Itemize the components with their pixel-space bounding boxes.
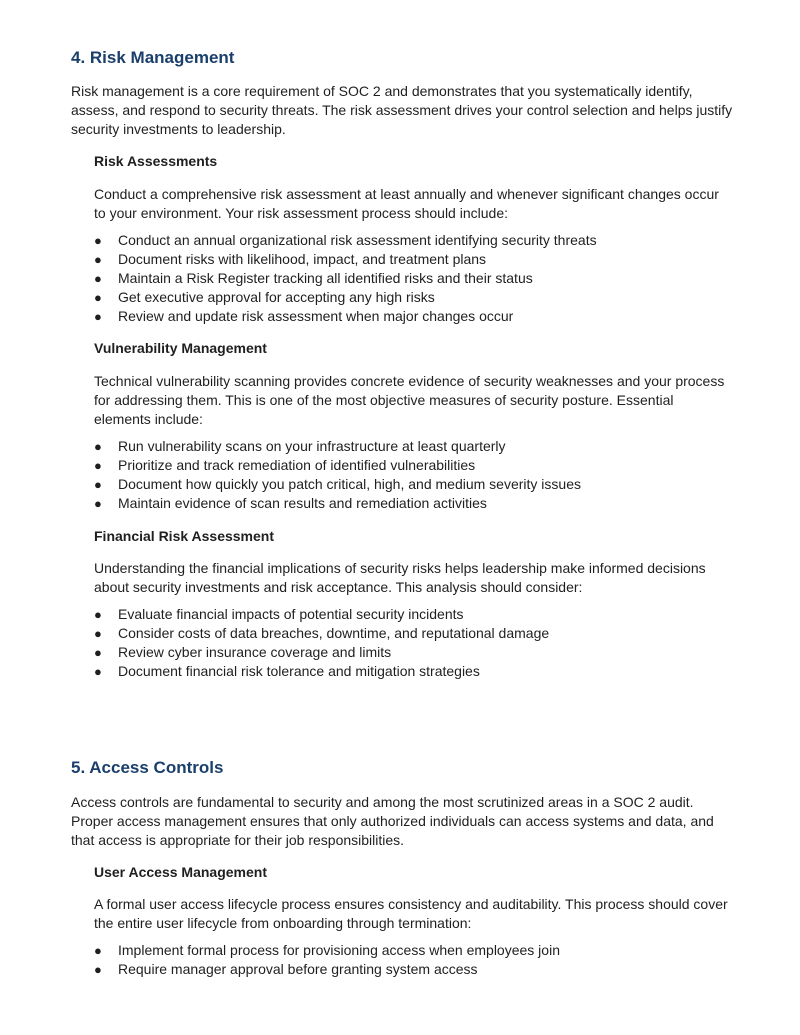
bullet-icon: ● (94, 607, 102, 622)
list-item: ● Consider costs of data breaches, downtime, and reputational damage (94, 625, 550, 641)
bullet-icon: ● (94, 252, 102, 267)
list-item: ● Document financial risk tolerance and mitigation strategies (94, 663, 480, 679)
vulnerability-management-list (94, 437, 734, 513)
section-4-title: 4. Risk Management (71, 48, 235, 67)
bullet-icon: ● (94, 645, 102, 660)
bullet-icon: ● (94, 626, 102, 641)
list-item: ● Prioritize and track remediation of identified vulnerabilities (94, 457, 476, 473)
financial-risk-list (94, 605, 734, 681)
bullet-icon: ● (94, 496, 102, 511)
list-item: ● Get executive approval for accepting any high risks (94, 289, 435, 305)
vulnerability-management-text: Technical vulnerability scanning provides concrete evidence of security weaknesses and your process for addressing them. This is one of the most objective measures of security posture. Essential elements include: (94, 373, 725, 427)
bullet-icon: ● (94, 477, 102, 492)
list-item: ● Review cyber insurance coverage and limits (94, 644, 392, 660)
section-5-title: 5. Access Controls (71, 758, 224, 777)
vulnerability-management-heading: Vulnerability Management (94, 340, 267, 356)
risk-assessments-list (94, 231, 734, 326)
list-item: ● Evaluate financial impacts of potential security incidents (94, 606, 464, 622)
bullet-icon: ● (94, 962, 102, 977)
list-item: ● Maintain evidence of scan results and remediation activities (94, 495, 487, 511)
list-item: ● Conduct an annual organizational risk assessment identifying security threats (94, 232, 597, 248)
bullet-icon: ● (94, 271, 102, 286)
list-item: ● Document risks with likelihood, impact, and treatment plans (94, 251, 487, 267)
user-access-management-list (94, 941, 734, 979)
bullet-icon: ● (94, 439, 102, 454)
financial-risk-heading: Financial Risk Assessment (94, 528, 275, 544)
bullet-icon: ● (94, 458, 102, 473)
user-access-management-text: A formal user access lifecycle process ensures consistency and auditability. This process should cover the entire user lifecycle from onboarding through termination: (94, 896, 728, 931)
bullet-icon: ● (94, 664, 102, 679)
list-item: ● Require manager approval before granting system access (94, 961, 478, 977)
list-item: ● Implement formal process for provisioning access when employees join (94, 942, 560, 958)
list-item: ● Document how quickly you patch critical, high, and medium severity issues (94, 476, 581, 492)
risk-assessments-heading: Risk Assessments (94, 153, 218, 169)
list-item: ● Run vulnerability scans on your infrastructure at least quarterly (94, 438, 506, 454)
list-item: ● Maintain a Risk Register tracking all identified risks and their status (94, 270, 533, 286)
section-5-intro: Access controls are fundamental to security and among the most scrutinized areas in a SOC 2 audit. Proper access management ensures that only authorized individuals can access systems and data, and that access is appropriate for their job responsibilities. (71, 794, 714, 848)
financial-risk-text: Understanding the financial implications of security risks helps leadership make informed decisions about security investments and risk acceptance. This analysis should consider: (94, 560, 706, 595)
risk-assessments-text: Conduct a comprehensive risk assessment at least annually and whenever significant changes occur to your environment. Your risk assessment process should include: (94, 186, 719, 221)
bullet-icon: ● (94, 943, 102, 958)
list-item: ● Review and update risk assessment when major changes occur (94, 308, 514, 324)
bullet-icon: ● (94, 290, 102, 305)
bullet-icon: ● (94, 309, 102, 324)
section-4-intro: Risk management is a core requirement of SOC 2 and demonstrates that you systematically identify, assess, and respond to security threats. The risk assessment drives your control selection and helps justify security investments to leadership. (71, 83, 733, 137)
user-access-management-heading: User Access Management (94, 864, 268, 880)
bullet-icon: ● (94, 233, 102, 248)
